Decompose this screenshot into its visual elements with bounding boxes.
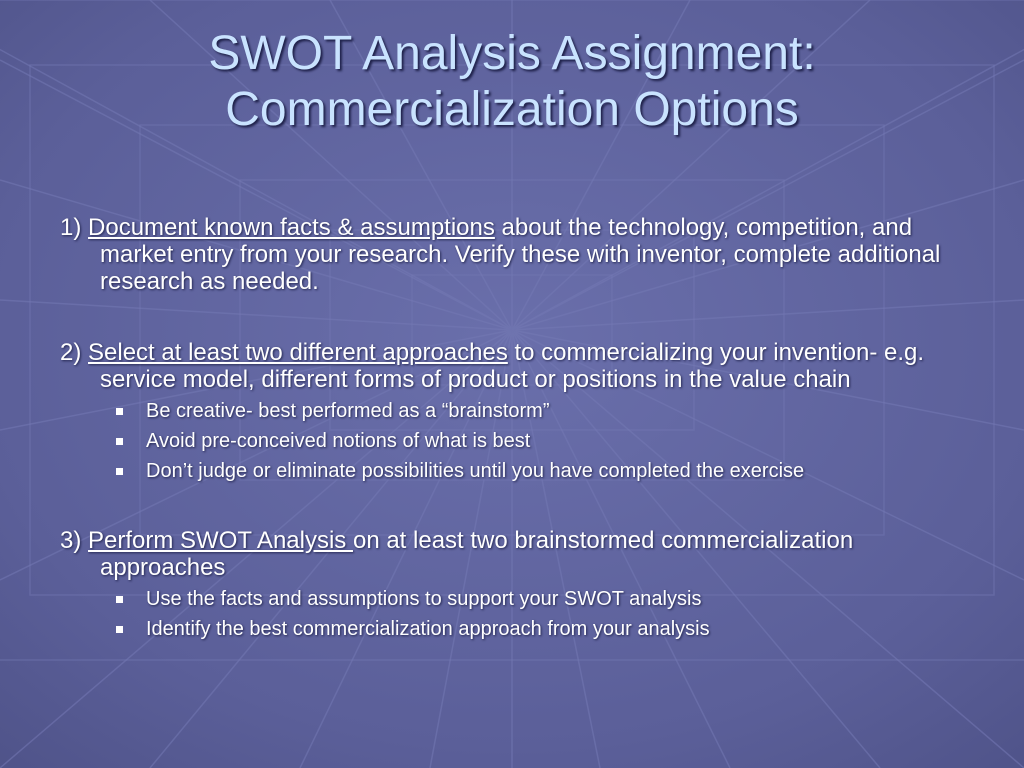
sub-bullet-item — [146, 399, 970, 423]
item-link-text: Perform SWOT Analysis — [88, 527, 353, 554]
sub-bullet-list — [60, 587, 970, 641]
item-text: to commercializing your invention- e.g. service model, different forms of product or positions in the value chain — [100, 339, 925, 393]
numbered-item-2 — [60, 339, 970, 393]
sub-bullet-item — [146, 587, 970, 611]
item-text: on at least two brainstormed commercialization approaches — [100, 527, 854, 581]
item-text: about the technology, competition, and market entry from your research. Verify these with inventor, complete additional research as needed. — [100, 214, 941, 295]
sub-bullet-item — [146, 429, 970, 453]
square-bullet-icon — [116, 468, 123, 475]
item-number: 3) — [60, 527, 82, 554]
item-link-text: Select at least two different approaches — [88, 339, 508, 366]
square-bullet-icon — [116, 438, 123, 445]
sub-bullet-item — [146, 459, 970, 483]
sub-bullet-text: Be creative- best performed as a “brainstorm” — [146, 400, 550, 422]
slide-title — [40, 26, 984, 138]
sub-bullet-list — [60, 399, 970, 483]
sub-bullet-item — [146, 617, 970, 641]
sub-bullet-text: Avoid pre-conceived notions of what is best — [146, 430, 531, 452]
numbered-item-3 — [60, 527, 970, 581]
square-bullet-icon — [116, 408, 123, 415]
square-bullet-icon — [116, 626, 123, 633]
item-link-text: Document known facts & assumptions — [88, 214, 495, 241]
numbered-item-1 — [60, 214, 970, 295]
slide-body — [60, 214, 970, 647]
item-number: 2) — [60, 339, 82, 366]
sub-bullet-text: Don’t judge or eliminate possibilities until you have completed the exercise — [146, 460, 805, 482]
slide-title-line1: SWOT Analysis Assignment: — [208, 27, 816, 80]
square-bullet-icon — [116, 596, 123, 603]
sub-bullet-text: Identify the best commercialization approach from your analysis — [146, 618, 710, 640]
item-number: 1) — [60, 214, 82, 241]
slide-title-line2: Commercialization Options — [225, 83, 799, 136]
sub-bullet-text: Use the facts and assumptions to support your SWOT analysis — [146, 588, 702, 610]
